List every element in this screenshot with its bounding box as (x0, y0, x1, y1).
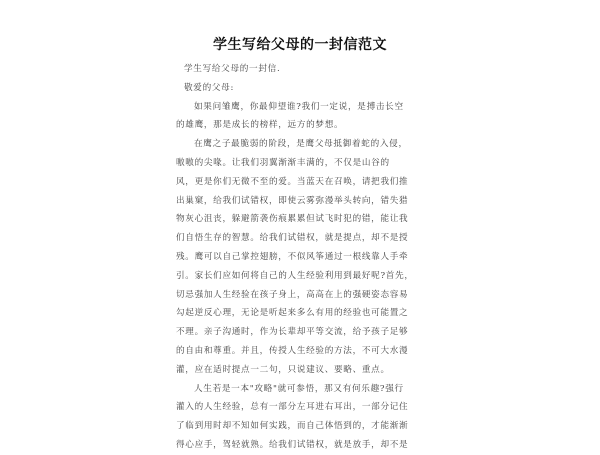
body-line: 的自由和尊重。并且，传授人生经验的方法，不可大水漫 (176, 345, 409, 356)
body-line: 人生若是一本"攻略"就可参悟，那又有何乐趣?强行 (194, 383, 404, 394)
body-line: 不理。亲子沟通时，作为长辈却平等交流，给予孩子足够 (176, 327, 409, 338)
salutation: 敬爱的父母: (184, 82, 235, 93)
body-line: 灌，应在适时提点一二句，只说建议、要略、重点。 (176, 364, 390, 375)
body-line: 物灰心沮丧，躲避箭袭伤痕累累但试飞时犯的错，能让我 (176, 214, 409, 225)
body-line: 风，更是你们无微不至的爱。当蓝天在召唤，请把我们推 (176, 176, 409, 187)
body-line: 出巢窠，给我们试错权，即使云雾弥漫举头转向，错失猎 (176, 195, 409, 206)
body-line: 的雄鹰，那是成长的榜样，远方的梦想。 (176, 120, 344, 131)
body-line: 切忌强加人生经验在孩子身上，高高在上的强硬姿态容易 (176, 289, 409, 300)
body-line: 如果问雏鹰，你最仰望谁?我们一定说，是搏击长空 (194, 101, 404, 112)
body-line: 得心应手，驾轻就熟。给我们试错权，就是放手，却不是 (176, 439, 409, 450)
body-line: 勾起逆反心理，无论是听起来多么有用的经验也可能置之 (176, 308, 409, 319)
document-body (176, 60, 426, 455)
body-line: 了临到用时却不知如何实践，而自己体悟到的，才能渐渐 (176, 421, 409, 432)
body-line: 引。家长们应如何将自己的人生经验利用到最好呢?首先， (176, 270, 414, 281)
body-line: 灌入的人生经验，总有一部分左耳进右耳出，一部分记住 (176, 402, 409, 413)
body-line: 在鹰之子最脆弱的阶段，是鹰父母抵御着蛇的入侵， (194, 139, 408, 150)
body-line: 残。鹰可以自己掌控翅膀，不似风筝通过一根线靠人手牵 (176, 251, 409, 262)
document-title: 学生写给父母的一封信范文 (213, 37, 387, 53)
body-line: 们自悟生存的智慧。给我们试错权，就是提点，却不是授 (176, 233, 409, 244)
body-line: 嗷嗷的尖喙。让我们羽翼渐渐丰满的，不仅是山谷的 (176, 157, 390, 168)
intro-line: 学生写给父母的一封信. (184, 64, 281, 74)
